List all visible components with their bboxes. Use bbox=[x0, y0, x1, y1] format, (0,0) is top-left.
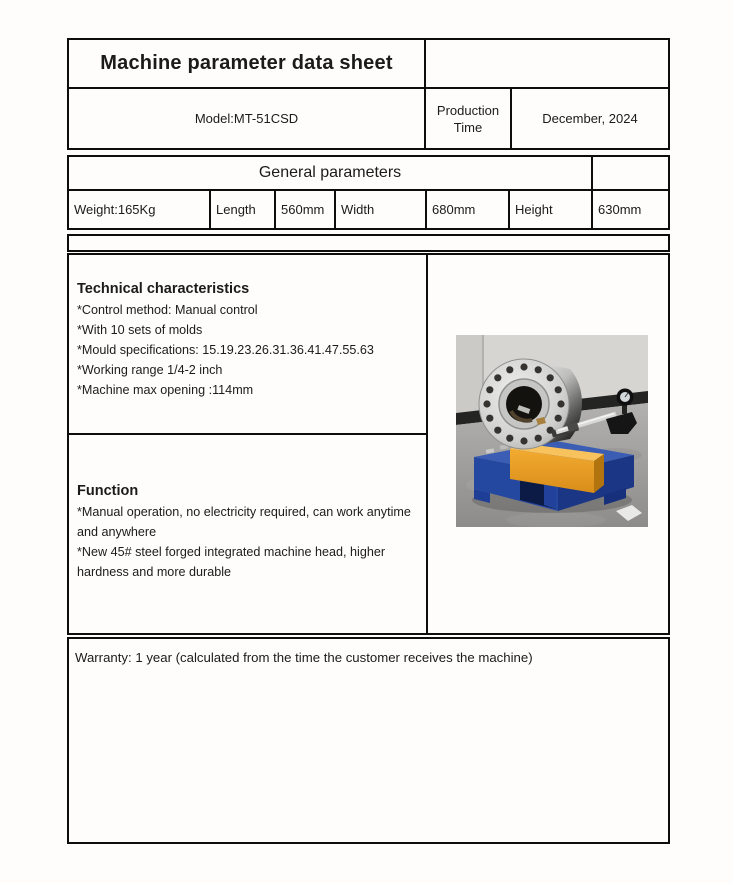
technical-item: *Working range 1/4-2 inch bbox=[77, 363, 223, 377]
production-time-value: December, 2024 bbox=[511, 88, 669, 149]
param-length-label: Length bbox=[210, 190, 275, 229]
warranty-table bbox=[67, 637, 670, 844]
technical-item: *Mould specifications: 15.19.23.26.31.36.41.47.55.63 bbox=[77, 343, 374, 357]
param-width-label: Width bbox=[335, 190, 426, 229]
spacer-row bbox=[67, 234, 670, 252]
param-width-value: 680mm bbox=[426, 190, 509, 229]
param-height-value: 630mm bbox=[592, 190, 669, 229]
photo-cell bbox=[427, 254, 669, 634]
function-item: *Manual operation, no electricity required, can work anytime and anywhere bbox=[77, 505, 411, 539]
general-parameters-heading: General parameters bbox=[68, 156, 592, 190]
title-empty-cell bbox=[425, 39, 669, 88]
spacer-cell bbox=[68, 235, 669, 251]
general-parameters-empty-cell bbox=[592, 156, 669, 190]
function-item: *New 45# steel forged integrated machine head, higher hardness and more durable bbox=[77, 545, 386, 579]
title-model-table bbox=[67, 38, 670, 150]
warranty-text: Warranty: 1 year (calculated from the time the customer receives the machine) bbox=[68, 638, 669, 843]
page-title: Machine parameter data sheet bbox=[68, 39, 425, 88]
machine-photo bbox=[456, 335, 648, 527]
technical-item: *Control method: Manual control bbox=[77, 303, 258, 317]
param-height-label: Height bbox=[509, 190, 592, 229]
technical-item: *With 10 sets of molds bbox=[77, 323, 203, 337]
production-time-label: Production Time bbox=[425, 88, 511, 149]
general-parameters-table bbox=[67, 155, 670, 230]
technical-characteristics-cell bbox=[68, 254, 427, 434]
machine-photo-graphic bbox=[456, 335, 648, 527]
machine-bore bbox=[506, 386, 542, 422]
function-heading: Function bbox=[77, 483, 139, 499]
technical-item: *Machine max opening :114mm bbox=[77, 383, 254, 397]
param-weight: Weight:165Kg bbox=[68, 190, 210, 229]
function-cell bbox=[68, 434, 427, 634]
machine-handle-collar bbox=[568, 426, 578, 429]
technical-heading: Technical characteristics bbox=[77, 281, 250, 297]
param-length-value: 560mm bbox=[275, 190, 335, 229]
main-content-table bbox=[67, 253, 670, 635]
model-cell: Model:MT-51CSD bbox=[68, 88, 425, 149]
